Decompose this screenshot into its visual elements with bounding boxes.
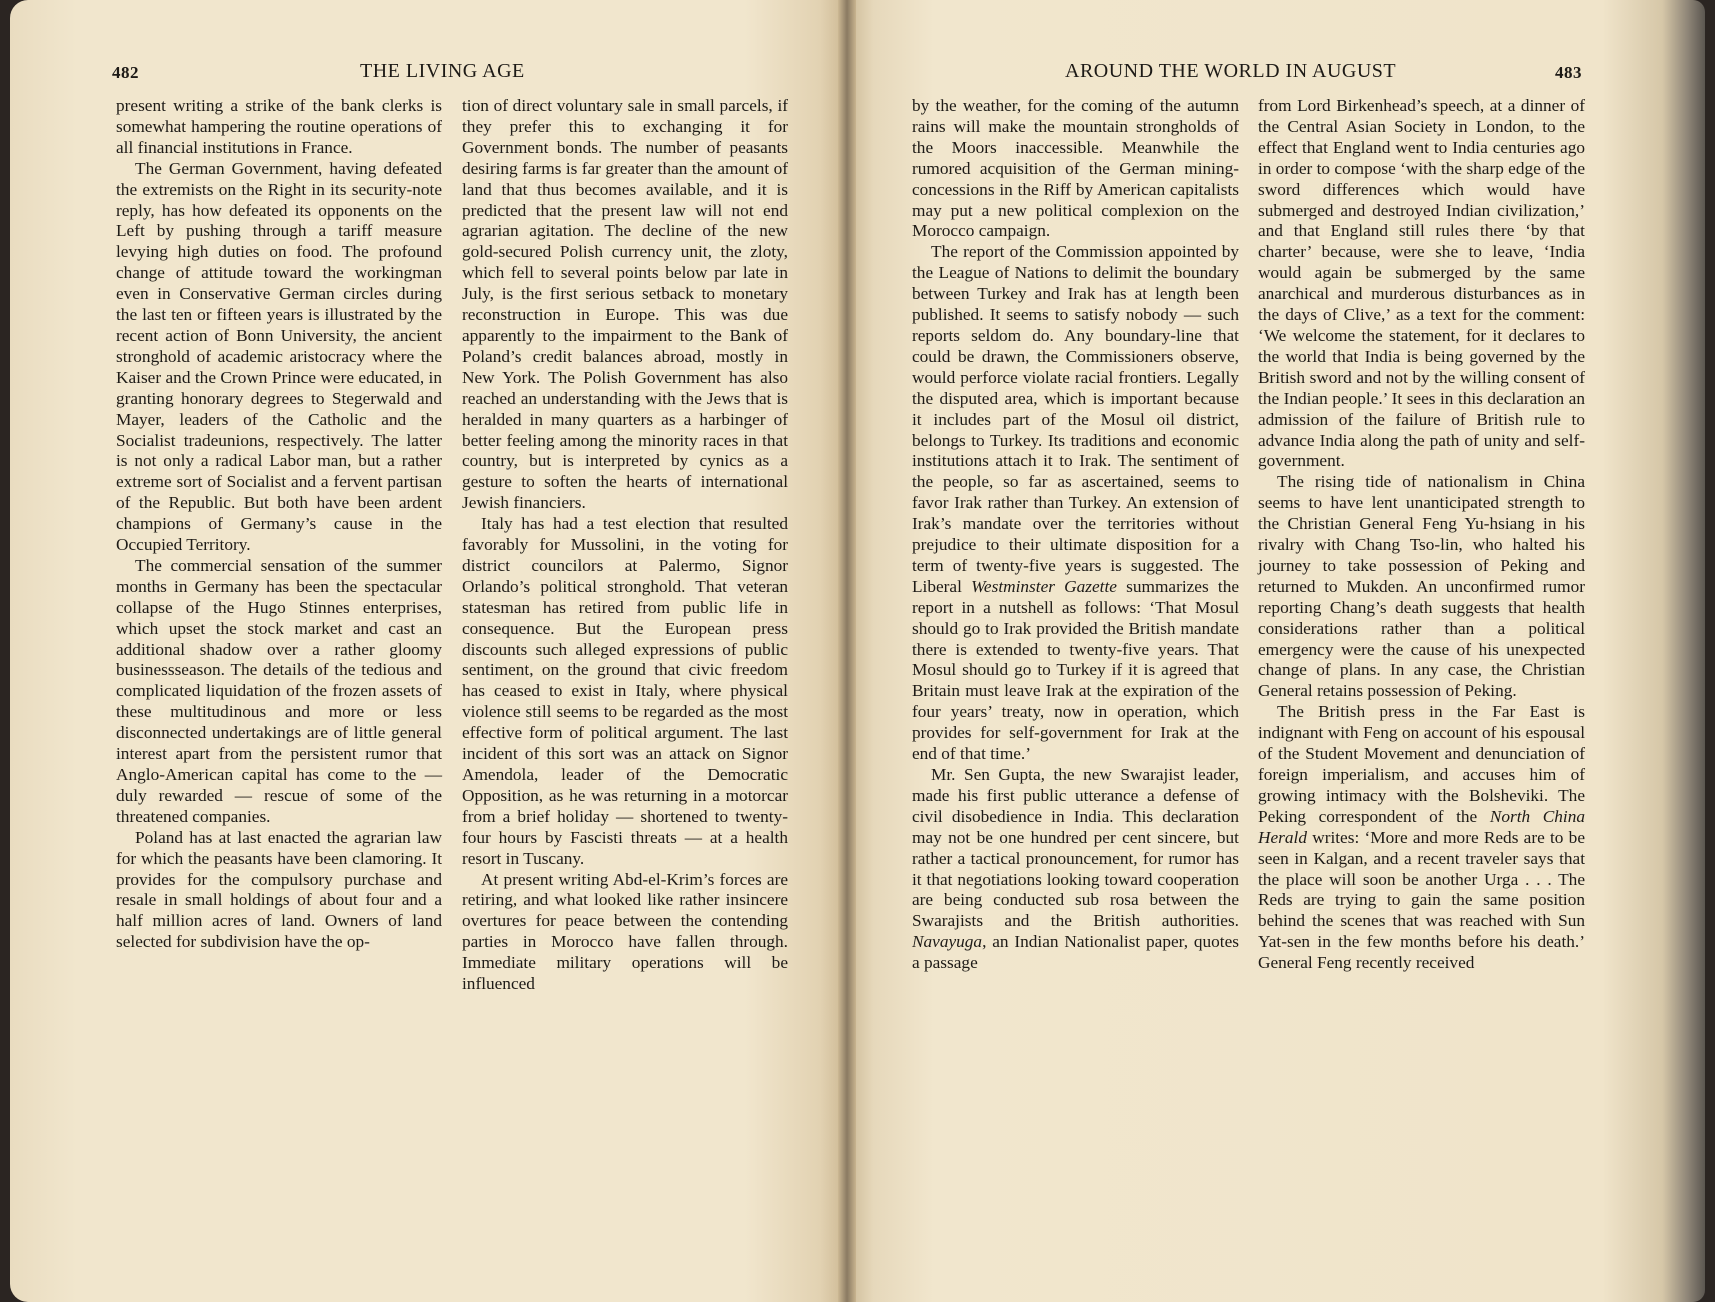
- paragraph: from Lord Birkenhead’s speech, at a dinner of the Central Asian Society in London, to the effect that England went to India centuries ago in order to compose ‘with the sharp edge of the sword differences which would have submerged and destroyed Indian civilization,’ and that England still rules there ‘by that charter’ because, were she to leave, ‘India would again be submerged by the same anarchical and murderous disturbances as in the days of Clive,’ as a text for the comment: ‘We welcome the statement, for it declares to the world that India is being governed by the British sword and not by the willing consent of the Indian people.’ It sees in this declaration an admission of the failure of British rule to advance India along the path of unity and self-government.: [1258, 96, 1585, 471]
- paragraph: Poland has at last enacted the agrarian law for which the peasants have been clamoring. It provides for the compulsory purchase and resale in small holdings of about four and a half million acres of land. Owners of land selected for subdivision have the op-: [116, 827, 442, 952]
- paragraph: The rising tide of nationalism in China seems to have lent unanticipated strength to the Christian General Feng Yu-hsiang in his rivalry with Chang Tso-lin, who halted his journey to take possession of Peking and returned to Mukden. An unconfirmed rumor reporting Chang’s death suggests that health considerations rather than a political emergency were the cause of his unexpected change of plans. In any case, the Christian General retains possession of Peking.: [1258, 472, 1585, 701]
- paragraph: At present writing Abd-el-Krim’s forces are retiring, and what looked like rather insincere overtures for peace between the contending parties in Morocco have fallen through. Immediate military operations will be influenced: [462, 869, 788, 994]
- paragraph-text: Mr. Sen Gupta, the new Swarajist leader, made his first public utterance a defense of civil disobedience in India. This declaration may not be one hundred per cent sincere, but rather a tactical pronouncement, for rumor has it that negotiations looking toward cooperation are being conducted sub rosa between the Swarajists and the British authorities.: [912, 765, 1239, 931]
- text-column-2: [462, 96, 788, 995]
- paragraph: tion of direct voluntary sale in small parcels, if they prefer this to exchanging it for Government bonds. The number of peasants desiring farms is far greater than the amount of land that thus becomes available, and it is predicted that the present law will not end agrarian agitation. The decline of the new gold-secured Polish currency unit, the zloty, which fell to several points below par late in July, is the first serious setback to monetary reconstruction in Europe. This was due apparently to the impairment to the Bank of Poland’s credit balances abroad, mostly in New York. The Polish Government has also reached an understanding with the Jews that is heralded in many quarters as a harbinger of better feeling among the minority races in that country, but is interpreted by cynics as a gesture to soften the hearts of international Jewish financiers.: [462, 96, 788, 513]
- paragraph: present writing a strike of the bank clerks is somewhat hampering the routine operations of all financial institutions in France.: [116, 96, 442, 157]
- publication-title: Westminster Gazette: [971, 576, 1117, 596]
- left-running-head: THE LIVING AGE: [360, 60, 525, 82]
- paragraph-text: writes: ‘More and more Reds are to be seen in Kalgan, and a recent traveler says that the place will soon be another Urga . . . The Reds are trying to gain the same position behind the scenes that was reached with Sun Yat-sen in the few months before his death.’ General Feng recently received: [1258, 827, 1585, 973]
- left-page-number: 482: [112, 63, 139, 82]
- paragraph-text: summarizes the report in a nutshell as follows: ‘That Mosul should go to Irak provided the British mandate there is extended to twenty-five years. That Mosul should go to Turkey if it is agreed that Britain must leave Irak at the expiration of the four years’ treaty, now in operation, which provides for self-government for Irak at the end of that time.’: [912, 576, 1240, 764]
- text-column-3: [912, 96, 1239, 974]
- text-column-1: [116, 96, 442, 953]
- paragraph: The German Government, having defeated the extremists on the Right in its security-note reply, has how defeated its opponents on the Left by pushing through a tariff measure levying high duties on food. The profound change of attitude toward the workingman even in Conservative German circles during the last ten or fifteen years is illustrated by the recent action of Bonn University, the ancient stronghold of academic aristocracy where the Kaiser and the Crown Prince were educated, in granting honorary degrees to Stegerwald and Mayer, leaders of the Catholic and the Socialist tradeunions, respectively. The latter is not only a radical Labor man, but a rather extreme sort of Socialist and a fervent partisan of the Republic. But both have been ardent champions of Germany’s cause in the Occupied Territory.: [116, 158, 442, 555]
- publication-title: Navayuga: [912, 932, 983, 952]
- book-gutter: [838, 0, 856, 1302]
- paragraph-text: The report of the Commission appointed by the League of Nations to delimit the boundary between Turkey and Irak has at length been published. It seems to satisfy nobody — such reports seldom do. Any boundary-line that could be drawn, the Commissioners observe, would perforce violate racial frontiers. Legally the disputed area, which is important because it includes part of the Mosul oil district, belongs to Turkey. Its traditions and economic institutions attach it to Irak. The sentiment of the people, so far as ascertained, seems to favor Irak rather than Turkey. An extension of Irak’s mandate over the territories without prejudice to their ultimate disposition for a term of twenty-five years is suggested. The Liberal: [912, 242, 1239, 596]
- paragraph-text: , an Indian Nationalist paper, quotes a passage: [912, 932, 1239, 973]
- paragraph: Italy has had a test election that resulted favorably for Mussolini, in the voting for district councilors at Palermo, Signor Orlando’s political stronghold. That veteran statesman has retired from public life in consequence. But the European press discounts such alleged expressions of public sentiment, on the ground that civic freedom has ceased to exist in Italy, where physical violence still seems to be regarded as the most effective form of political argument. The last incident of this sort was an attack on Signor Amendola, leader of the Democratic Opposition, as he was returning in a motorcar from a brief holiday — shortened to twenty-four hours by Fascisti threats — at a health resort in Tuscany.: [462, 514, 788, 868]
- paragraph: [912, 242, 1239, 765]
- paragraph-text: The British press in the Far East is indignant with Feng on account of his espousal of the Student Movement and denunciation of foreign imperialism, and accuses him of growing intimacy with the Bolsheviki. The Peking correspondent of the: [1258, 702, 1585, 826]
- text-column-4: [1258, 96, 1585, 974]
- paragraph: [912, 765, 1239, 974]
- paragraph: [1258, 702, 1585, 974]
- right-running-head: AROUND THE WORLD IN AUGUST: [1065, 60, 1397, 82]
- paragraph: The commercial sensation of the summer months in Germany has been the spectacular collapse of the Hugo Stinnes enterprises, which upset the stock market and cast an additional shadow over a rather gloomy businessseason. The details of the tedious and complicated liquidation of the frozen assets of these multitudinous and more or less disconnected undertakings are of little general interest apart from the persistent rumor that Anglo-American capital has come to the — duly rewarded — rescue of some of the threatened companies.: [116, 555, 442, 826]
- right-page-number: 483: [1555, 63, 1582, 82]
- publication-title: North China Herald: [1258, 806, 1585, 847]
- paragraph: by the weather, for the coming of the autumn rains will make the mountain strongholds of the Moors inaccessible. Meanwhile the rumored acquisition of the German mining-concessions in the Riff by American capitalists may put a new political complexion on the Morocco campaign.: [912, 96, 1239, 241]
